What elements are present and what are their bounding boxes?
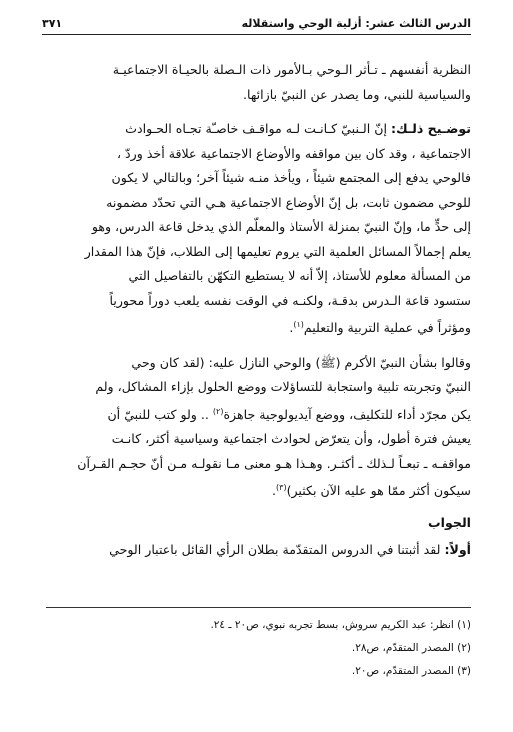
running-header [42,12,471,34]
footnote-item: (١) انظر: عبد الكريم سروش، بسط تجربه نبوي، ص٢٠ ـ ٢٤. [210,619,471,631]
page-number: ٣٧١ [42,16,63,30]
answer-lead: أولاً: [444,542,471,558]
text-line: توضـيح ذلـك: إنّ الـنبيّ كـانـت لـه مواقـف خاصـّة تجـاه الحـوادث [125,121,471,136]
text-line: يعيش فترة أطول، وأن يتعرّض لحوادث اجتماعية وسياسية أكثر، كانـت [111,431,471,447]
answer-first-line: أولاً: لقد أثبتنا في الدروس المتقدّمة بطلان الرأي القائل باعتبار الوحي [109,542,471,558]
paragraph-2 [42,117,471,341]
text-line: وقالوا بشأن النبيّ الأكرم (ﷺ) والوحي النازل عليه: (لقد كان وحي [131,354,471,370]
text-line: للوحي مضمون ثابت، بل إنّ الأوضاع الاجتماعية هـي التي تحدّد مضمونه [106,194,471,210]
footnote-ref: (٣) [276,483,287,493]
paragraph-lead: توضـيح ذلـك: [391,121,471,136]
section-heading: الجواب [428,515,471,531]
text-line: إلى حدٍّ ما، وإنّ النبيّ بمنزلة الأستاذ والمعلّم الذي يدخل قاعة الدرس، وهو [91,219,471,234]
paragraph-1 [42,58,471,107]
footnote-ref: (٢) [212,406,224,416]
text-line: يكن مجرّد أداء للتكليف، ووضع آيديولوجية جاهزة$^{(٢)}$ .. ولو كتب للنبيّ أن [107,406,471,422]
footnote-ref: (١) [293,320,304,329]
text-line: ومؤثراً في عملية التربية والتعليم$^{(١)}$. [289,320,471,336]
footnotes [42,614,471,683]
header-divider [42,34,471,35]
text-line: من المسألة معلوم للأستاذ، إلاّ أنه لا يستطيع التكهّن بالتفاصيل التي [128,268,471,283]
text-line: ستسود قاعة الـدرس بدقـة، ولكنـه في الوقت نفسه يلعب دوراً محورياً [109,292,471,308]
text-line: النبيّ وتجربته تلبية واستجابة للتساؤلات ووضع الحلول بإزاء المشاكل، ولم [95,379,471,395]
paragraph-3 [42,351,471,504]
text-line: مواقفـه ـ تبعـاً لـذلك ـ أكثـر. وهـذا هـو معنى مـا نقولـه مـن أنّ حجـم القـرآن [77,455,471,471]
text-line: والسياسية للنبي، وما يصدر عن النبيّ بازائها. [243,86,471,102]
chapter-title: الدرس الثالث عشر: أزلية الوحي واستقلاله [241,16,471,30]
text-line: فالوحي يدفع إلى المجتمع شيئاً ، ويأخذ منـه شيئاً آخر؛ وبالتالي لا يكون [111,170,471,185]
text-line: النظرية أنفسهم ـ تـأثر الـوحي بـالأمور ذات الـصلة بالحيـاة الاجتماعيـة [112,62,471,77]
text-line: الاجتماعية ، وقد كان بين مواقفه والأوضاع الاجتماعية علاقة أخذ وردّ ، [116,145,471,161]
text-line: سيكون أكثر ممّا هو عليه الآن بكثير)$^{(٣)}$. [272,483,471,499]
footnote-item: (٢) المصدر المتقدّم، ص٢٨. [351,642,471,654]
main-text [42,58,471,562]
footnote-divider [46,607,471,608]
footnote-item: (٣) المصدر المتقدّم، ص٢٠. [351,665,471,677]
text-line: يعلم إجمالاً المسائل العلمية التي يروم تعليمها إلى الطلاب، فإنّ هذا المقدار [84,243,471,259]
